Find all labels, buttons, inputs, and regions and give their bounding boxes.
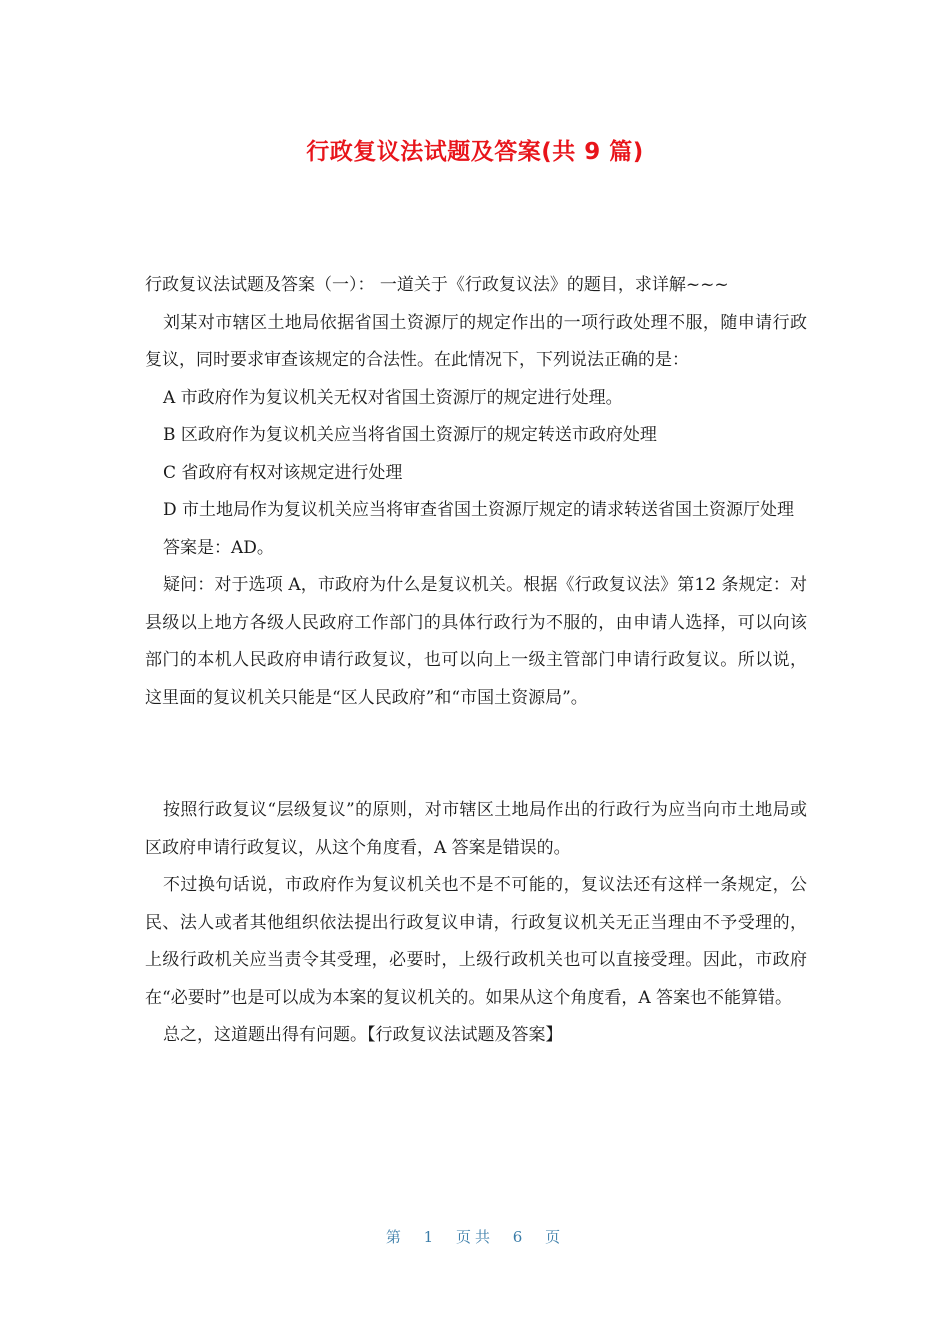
paragraph-question: 刘某对市辖区土地局依据省国土资源厅的规定作出的一项行政处理不服，随申请行政复议，同时要求审查该规定的合法性。在此情况下，下列说法正确的是：: [145, 312, 807, 370]
paragraph-intro: 行政复议法试题及答案（一）： 一道关于《行政复议法》的题目，求详解~~~: [145, 275, 729, 295]
paragraph-conclusion: 总之，这道题出得有问题。【行政复议法试题及答案】: [163, 1025, 563, 1045]
paragraph-doubt: 疑问：对于选项 A，市政府为什么是复议机关。根据《行政复议法》第12 条规定：对县级以上地方各级人民政府工作部门的具体行政行为不服的，由申请人选择，可以向该部门的本机人民政府申请行政复议，也可以向上一级主管部门申请行政复议。所以说，这里面的复议机关只能是“区人民政府”和“市国土资源局”。: [145, 575, 807, 708]
paragraph-answer: 答案是：AD。: [163, 537, 274, 558]
option-c: C 省政府有权对该规定进行处理: [163, 462, 403, 483]
document-body: [145, 267, 807, 1055]
document-title: 行政复议法试题及答案(共 9 篇): [306, 139, 644, 165]
option-d: D 市土地局作为复议机关应当将审查省国土资源厅规定的请求转送省国土资源厅处理: [163, 500, 795, 520]
paragraph-principle: 按照行政复议“层级复议”的原则，对市辖区土地局作出的行政行为应当向市土地局或区政府申请行政复议，从这个角度看，A 答案是错误的。: [145, 800, 807, 858]
option-b: B 区政府作为复议机关应当将省国土资源厅的规定转送市政府处理: [163, 425, 657, 445]
option-a: A 市政府作为复议机关无权对省国土资源厅的规定进行处理。: [163, 387, 623, 408]
paragraph-alternative: 不过换句话说，市政府作为复议机关也不是不可能的，复议法还有这样一条规定，公民、法人或者其他组织依法提出行政复议申请，行政复议机关无正当理由不予受理的，上级行政机关应当责令其受理，必要时，上级行政机关也可以直接受理。因此，市政府在“必要时”也是可以成为本案的复议机关的。如果从这个角度看，A 答案也不能算错。: [145, 875, 807, 1008]
paragraph-gap: [145, 717, 807, 792]
page-footer: 第 1 页共 6 页: [385, 1228, 565, 1246]
